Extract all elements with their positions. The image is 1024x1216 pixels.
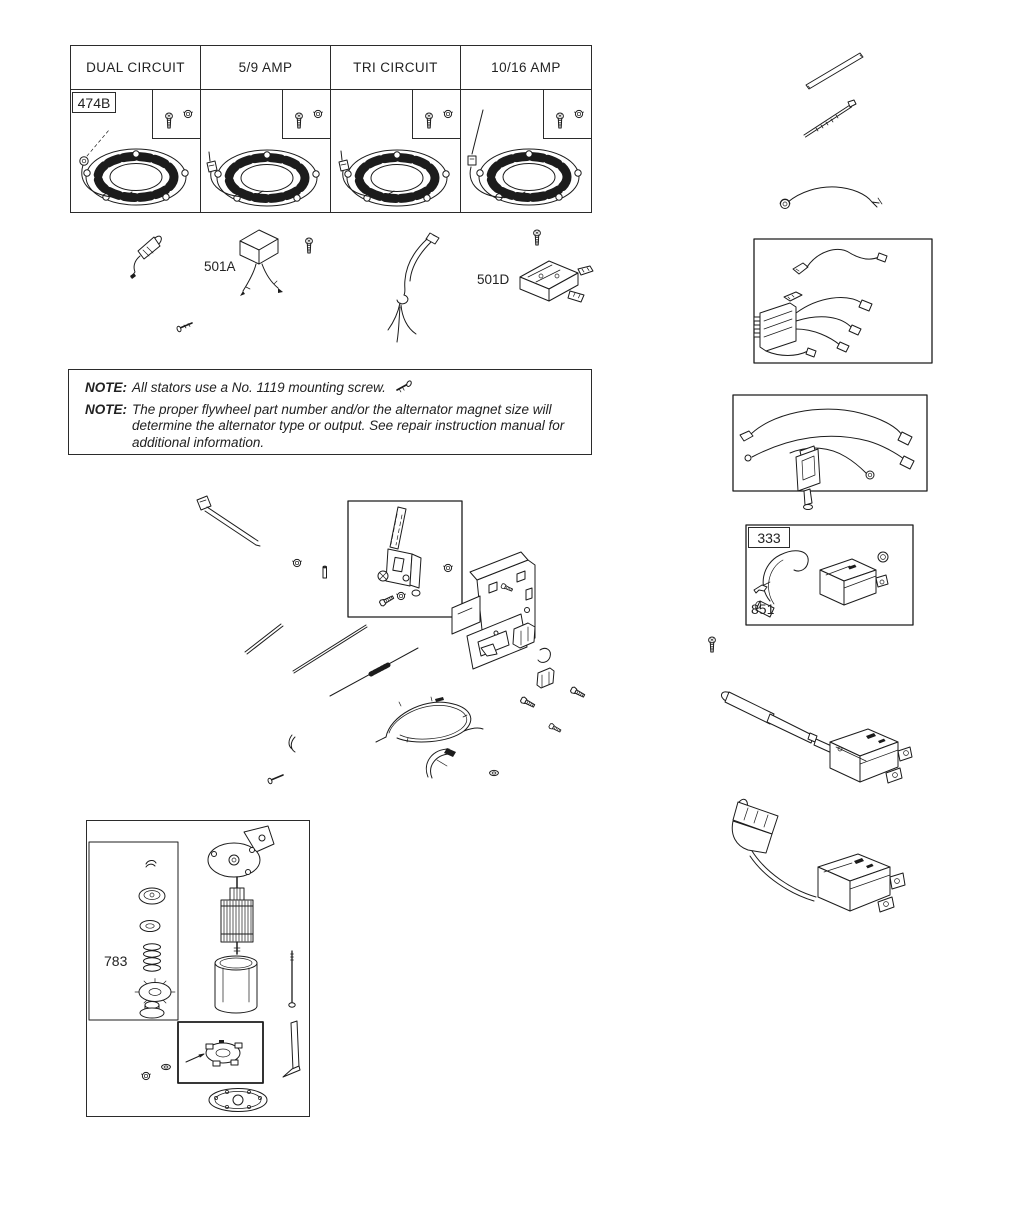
mounting-hardware-inset — [543, 90, 591, 139]
screw-icon — [709, 637, 716, 652]
starter-housing-drawing — [215, 956, 257, 1013]
notes-box — [68, 369, 592, 455]
screw-and-nut-icon — [283, 90, 330, 138]
note-2 — [85, 402, 579, 452]
stator-cell-5-9-amp — [201, 90, 331, 212]
column-header-tri-circuit — [331, 46, 461, 90]
mounting-hardware-inset — [152, 90, 200, 139]
column-header-5-9-amp — [201, 46, 331, 90]
ignition-and-harness-drawings — [700, 45, 935, 945]
screw-and-nut-icon — [413, 90, 460, 138]
brush-plate-drawing — [186, 1040, 242, 1066]
regulator-501d-drawing — [520, 261, 593, 302]
stator-cell-tri-circuit — [331, 90, 461, 212]
starter-end-plate-drawing — [209, 1089, 267, 1112]
column-label: TRI CIRCUIT — [353, 60, 438, 75]
screw-icon — [534, 230, 541, 245]
tiny-screw-icon — [394, 380, 414, 393]
stator-cell-10-16-amp — [461, 90, 591, 212]
throttle-cable-drawing — [376, 697, 483, 742]
callout-501d: 501D — [477, 272, 510, 287]
nut-icon — [292, 559, 301, 566]
stator-lead-wire-drawing — [388, 233, 439, 342]
ground-wire-drawing — [780, 187, 882, 209]
stator-callout-474b: 474B — [72, 92, 116, 113]
column-label: 10/16 AMP — [491, 60, 561, 75]
throttle-lever-drawing — [378, 507, 421, 607]
screw-and-nut-icon — [153, 90, 200, 138]
note-1-prefix: NOTE: — [85, 380, 127, 395]
starter-clutch-stack-drawing — [135, 860, 175, 1018]
column-header-dual-circuit — [71, 46, 201, 90]
stop-switch-latch-drawing — [426, 748, 456, 778]
hardware-cluster-drawing — [520, 648, 586, 733]
starter-armature-drawing — [221, 877, 253, 954]
control-bracket-exploded-drawing — [185, 490, 663, 802]
column-label: 5/9 AMP — [238, 60, 293, 75]
nut-icon — [141, 1072, 150, 1079]
small-fasteners-drawing — [267, 735, 498, 784]
note-1 — [85, 380, 579, 397]
callout-783: 783 — [104, 953, 128, 969]
note-1-text: All stators use a No. 1119 mounting screw. — [132, 380, 386, 395]
mounting-hardware-inset — [412, 90, 460, 139]
callout-851: 851 — [751, 601, 775, 617]
fuel-line-tube-drawing — [806, 53, 863, 89]
small-screw-drawing — [176, 323, 192, 332]
wiring-harness-1-drawing — [754, 249, 887, 357]
stator-options-table — [70, 45, 592, 213]
ignition-armature-1-drawing — [720, 690, 912, 783]
starter-end-cap-drawing — [208, 826, 274, 877]
column-header-10-16-amp — [461, 46, 591, 90]
control-bracket-plates-drawing — [452, 552, 535, 669]
screw-icon — [306, 238, 313, 253]
ignition-armature-2-drawing — [732, 798, 905, 912]
mounting-hardware-inset — [282, 90, 330, 139]
governor-links-drawing — [245, 624, 418, 696]
note-2-text: The proper flywheel part number and/or the alternator magnet size will determine the alternator type or output. See repair instruction manual for additional information. — [132, 401, 565, 450]
screw-and-nut-icon — [544, 90, 591, 138]
ignition-callout-333: 333 — [748, 527, 790, 548]
wire-connector-drawing — [130, 234, 163, 279]
diode-harness-501a-drawing — [240, 230, 283, 296]
alternator-parts-drawing — [100, 225, 600, 350]
nut-icon — [443, 564, 452, 571]
column-label: DUAL CIRCUIT — [86, 60, 185, 75]
washer-icon — [162, 1064, 171, 1069]
link-rod-drawing — [197, 496, 260, 546]
pin-drawing — [323, 566, 327, 578]
note-2-prefix: NOTE: — [85, 401, 127, 417]
callout-501a: 501A — [204, 259, 236, 274]
cable-tie-drawing — [804, 100, 856, 137]
starter-bracket-bar-drawing — [283, 1021, 300, 1077]
wiring-harness-2-drawing — [740, 409, 914, 509]
starter-through-bolt-drawing — [289, 951, 295, 1007]
